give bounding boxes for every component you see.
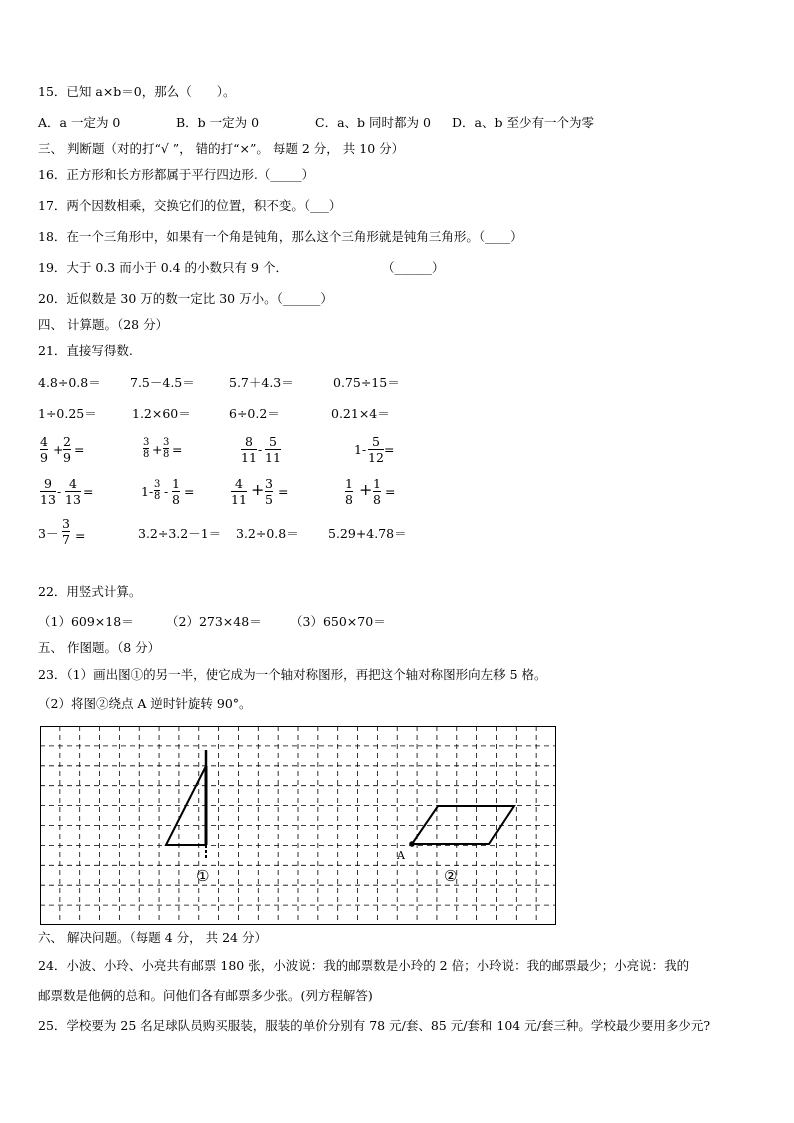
plus-sign: + bbox=[359, 480, 373, 499]
calc-item: 6÷0.2＝ bbox=[229, 406, 280, 421]
section-5-heading: 五、 作图题。（8 分） bbox=[38, 640, 161, 655]
section-4-heading: 四、 计算题。（28 分） bbox=[38, 317, 169, 332]
q15-option-d: D．a、b 至少有一个为零 bbox=[452, 115, 594, 130]
fraction: 1 8 bbox=[172, 476, 180, 507]
point-a bbox=[409, 841, 415, 847]
q20: 20．近似数是 30 万的数一定比 30 万小。（______） bbox=[38, 291, 333, 306]
plus-sign: + bbox=[53, 442, 64, 457]
fraction: 2 9 bbox=[63, 434, 71, 465]
q21: 21．直接写得数. bbox=[38, 343, 133, 358]
grid-lines bbox=[40, 726, 556, 925]
fraction: 4 13 bbox=[65, 476, 81, 507]
q17: 17．两个因数相乘，交换它们的位置，积不变。（___） bbox=[38, 198, 342, 213]
equals-sign: = bbox=[172, 442, 183, 457]
calc-item: 0.21×4＝ bbox=[331, 406, 390, 421]
q24-line2: 邮票数是他俩的总和。问他们各有邮票多少张。(列方程解答) bbox=[38, 988, 373, 1003]
plus-sign: + bbox=[152, 442, 163, 457]
q25: 25．学校要为 25 名足球队员购买服装，服装的单价分别有 78 元/套、85 元/套和 104 元/套三种。学校最少要用多少元? bbox=[38, 1018, 711, 1033]
calc-item: 5.29+4.78＝ bbox=[328, 526, 407, 541]
fraction: 5 11 bbox=[265, 434, 281, 465]
whole-number: 1- bbox=[141, 484, 154, 499]
fraction: 3 8 bbox=[163, 437, 170, 460]
fraction: 3 8 bbox=[154, 479, 161, 502]
plus-sign: + bbox=[251, 480, 265, 499]
fraction: 5 12 bbox=[368, 434, 384, 465]
fraction: 3 7 bbox=[62, 516, 70, 547]
fraction: 3 5 bbox=[265, 476, 273, 507]
section-6-heading: 六、 解决问题。（每题 4 分， 共 24 分） bbox=[38, 930, 267, 945]
fraction: 1 8 bbox=[373, 476, 381, 507]
drawing-grid bbox=[40, 726, 556, 926]
figure-2-label: ② bbox=[444, 867, 458, 885]
equals-sign: = bbox=[184, 484, 195, 499]
q16: 16．正方形和长方形都属于平行四边形.（_____） bbox=[38, 167, 315, 182]
figure-2-parallelogram bbox=[412, 806, 514, 844]
q19-blank: （______） bbox=[382, 260, 445, 275]
q19: 19．大于 0.3 而小于 0.4 的小数只有 9 个． bbox=[38, 260, 288, 275]
q22-item: （1）609×18＝ bbox=[38, 614, 134, 629]
calc-item: 1÷0.25＝ bbox=[38, 406, 97, 421]
calc-item: 3.2÷0.8＝ bbox=[236, 526, 299, 541]
section-3-heading: 三、 判断题（对的打“√ ”， 错的打“×”。 每题 2 分， 共 10 分） bbox=[38, 141, 405, 156]
calc-item: 3.2÷3.2－1＝ bbox=[138, 526, 222, 541]
equals-sign: = bbox=[384, 442, 395, 457]
q22-item: （2）273×48＝ bbox=[166, 614, 262, 629]
equals-sign: = bbox=[83, 484, 94, 499]
q22: 22．用竖式计算。 bbox=[38, 584, 142, 599]
equals-sign: = bbox=[75, 528, 86, 543]
q15-option-b: B．b 一定为 0 bbox=[176, 115, 260, 130]
equals-sign: = bbox=[74, 442, 85, 457]
q24-line1: 24．小波、小玲、小亮共有邮票 180 张，小波说：我的邮票数是小玲的 2 倍；小玲说：我的邮票最少；小亮说：我的 bbox=[38, 958, 690, 973]
calc-item: 0.75÷15＝ bbox=[333, 375, 400, 390]
q22-item: （3）650×70＝ bbox=[290, 614, 386, 629]
fraction: 1 8 bbox=[345, 476, 353, 507]
q23-part1: 23．（1）画出图①的另一半，使它成为一个轴对称图形，再把这个轴对称图形向左移 5 格。 bbox=[38, 667, 547, 682]
calc-item: 7.5－4.5＝ bbox=[130, 375, 195, 390]
minus-sign: - bbox=[57, 484, 62, 499]
q15-option-a: A．a 一定为 0 bbox=[38, 115, 121, 130]
equals-sign: = bbox=[278, 484, 289, 499]
calc-item: 4.8÷0.8＝ bbox=[38, 375, 101, 390]
calc-item: 1.2×60＝ bbox=[132, 406, 191, 421]
minus-sign: - bbox=[258, 442, 263, 457]
fraction: 4 9 bbox=[40, 434, 48, 465]
whole-number: 3－ bbox=[38, 526, 59, 541]
minus-sign: - bbox=[164, 484, 169, 499]
point-a-label: A bbox=[397, 849, 405, 862]
calc-item: 5.7＋4.3＝ bbox=[229, 375, 294, 390]
equals-sign: = bbox=[385, 484, 396, 499]
fraction: 3 8 bbox=[143, 437, 150, 460]
q23-part2: （2）将图②绕点 A 逆时针旋转 90°。 bbox=[38, 696, 252, 711]
q15-stem: 15．已知 a×b＝0，那么（ ）。 bbox=[38, 84, 236, 99]
figure-1-half-triangle bbox=[166, 766, 206, 845]
q15-option-c: C．a、b 同时都为 0 bbox=[315, 115, 431, 130]
whole-number: 1- bbox=[354, 442, 367, 457]
fraction: 8 11 bbox=[241, 434, 257, 465]
q18: 18．在一个三角形中，如果有一个角是钝角，那么这个三角形就是钝角三角形。（____） bbox=[38, 229, 523, 244]
fraction: 9 13 bbox=[40, 476, 56, 507]
figure-1-label: ① bbox=[196, 867, 210, 885]
fraction: 4 11 bbox=[231, 476, 247, 507]
